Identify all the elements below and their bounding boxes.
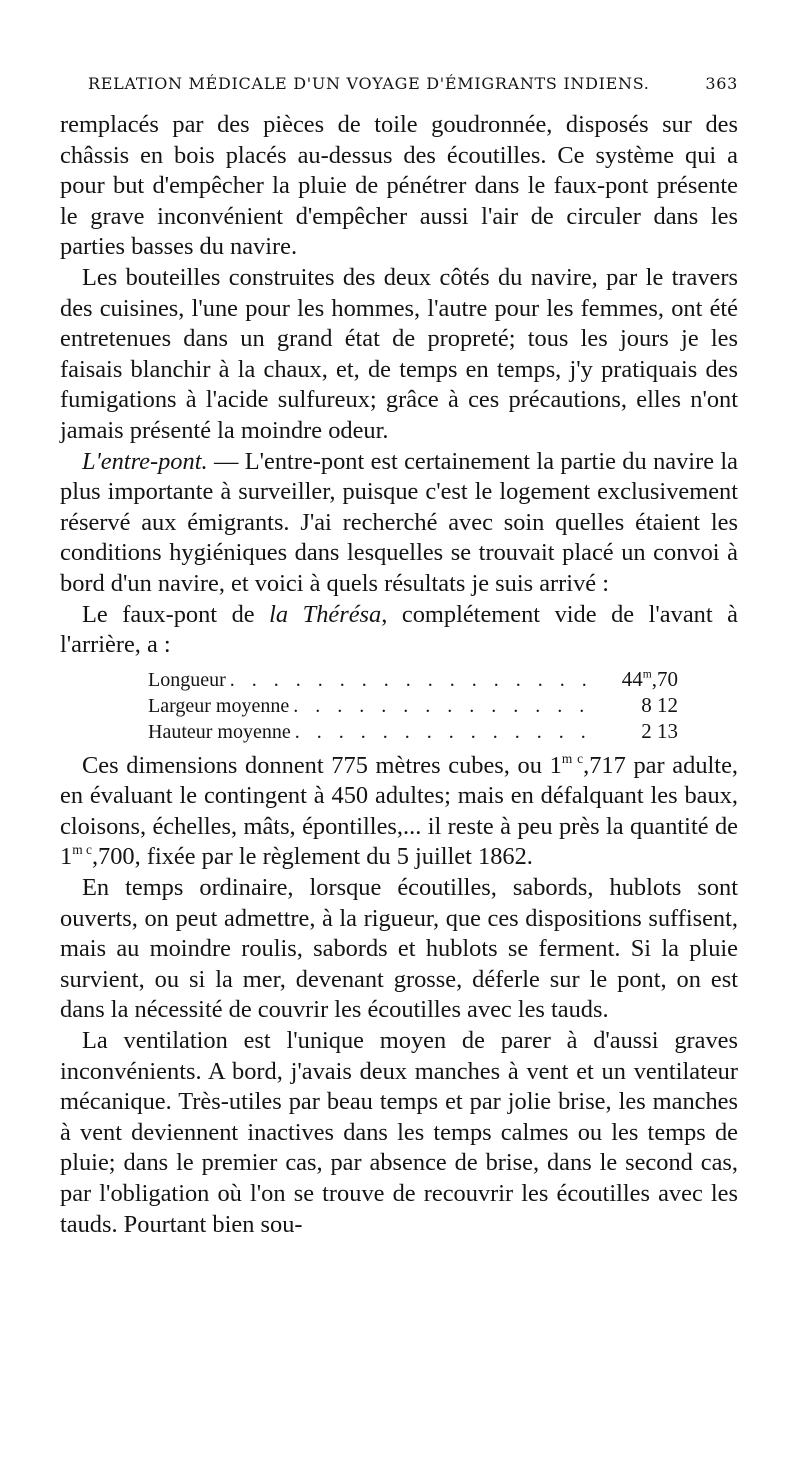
running-header: [88, 74, 738, 93]
paragraph-ventilation: La ventilation est l'unique moyen de parer à d'aussi graves inconvénients. A bord, j'avais deux manches à vent et un ventilateur mécanique. Très-utiles par beau temps et par jolie brise, les manches à vent deviennent inactives dans les temps calmes ou les temps de pluie; dans le premier cas, par absence de brise, dans le second cas, par l'obligation où l'on se trouve de recouvrir les écoutilles avec les tauds. Pourtant bien sou-: [60, 1027, 738, 1238]
paragraph-continuation: remplacés par des pièces de toile goudronnée, disposés sur des châssis en bois placés au-dessus des écoutilles. Ce système qui a pour but d'empêcher la pluie de pénétrer dans le faux-pont présente le grave inconvénient d'empêcher aussi l'air de circuler dans les parties basses du navire.: [60, 111, 738, 261]
dimension-label: Largeur moyenne: [148, 694, 290, 717]
dimension-value: 2 13: [641, 718, 678, 743]
leader-dots: [289, 694, 588, 719]
page-number: 363: [705, 74, 738, 93]
ship-name: la Thérésa: [269, 600, 382, 628]
dimension-label: Longueur: [148, 668, 226, 691]
paragraph-entre-pont-text: — L'entre-pont est certainement la partie du navire la plus importante à surveiller, puisque c'est le logement exclusivement réservé aux émigrants. J'ai recherché avec soin quelles étaient les conditions hygiéniques dans lesquelles se trouvait placé un convoi à bord d'un navire, et voici à quels résultats je suis arrivé :: [60, 447, 738, 597]
dimension-value: 44$^m$,70: [621, 666, 678, 691]
paragraph-faux-pont-end: , complétement vide de l'avant à l'arrière, a :: [60, 600, 738, 659]
leader-dots: [226, 668, 588, 693]
dimension-label: Hauteur moyenne: [148, 720, 291, 743]
paragraph-entre-pont: [60, 447, 738, 600]
paragraph-faux-pont: [60, 600, 738, 661]
dimension-value: 8 12: [641, 692, 678, 717]
paragraph-temps-ordinaire: En temps ordinaire, lorsque écoutilles, sabords, hublots sont ouverts, on peut admettre, à la rigueur, que ces dispositions suffisent, mais au moindre roulis, sabords et hublots se ferment. Si la pluie survient, ou si la mer, devenant grosse, déferle sur le pont, on est dans la nécessité de couvrir les écoutilles avec les tauds.: [60, 874, 738, 1024]
dimension-row-largeur: [148, 693, 678, 719]
dimension-row-hauteur: [148, 719, 678, 745]
paragraph-faux-pont-start: Le faux-pont de: [82, 600, 270, 628]
dimension-row-longueur: [148, 667, 678, 693]
paragraph-bouteilles: Les bouteilles construites des deux côtés du navire, par le travers des cuisines, l'une pour les hommes, l'autre pour les femmes, ont été entretenues dans un grand état de propreté; tous les jours je les faisais blanchir à la chaux, et, de temps en temps, j'y pratiquais des fumigations à l'acide sulfureux; grâce à ces précautions, elles n'ont jamais présenté la moindre odeur.: [60, 263, 738, 444]
running-title: RELATION MÉDICALE D'UN VOYAGE D'ÉMIGRANTS INDIENS.: [88, 74, 650, 93]
leader-dots: [291, 720, 588, 745]
page-body: [60, 110, 738, 1240]
section-heading-entre-pont: L'entre-pont.: [82, 447, 208, 475]
dimensions-table: [148, 667, 678, 745]
paragraph-volume: Ces dimensions donnent 775 mètres cubes, ou $1^{m c},717$ par adulte, en évaluant le contingent à 450 adultes; mais en défalquant les baux, cloisons, échelles, mâts, épontilles,... il reste à peu près la quantité de $1^{m c},700$, fixée par le règlement du 5 juillet 1862.: [60, 750, 738, 871]
